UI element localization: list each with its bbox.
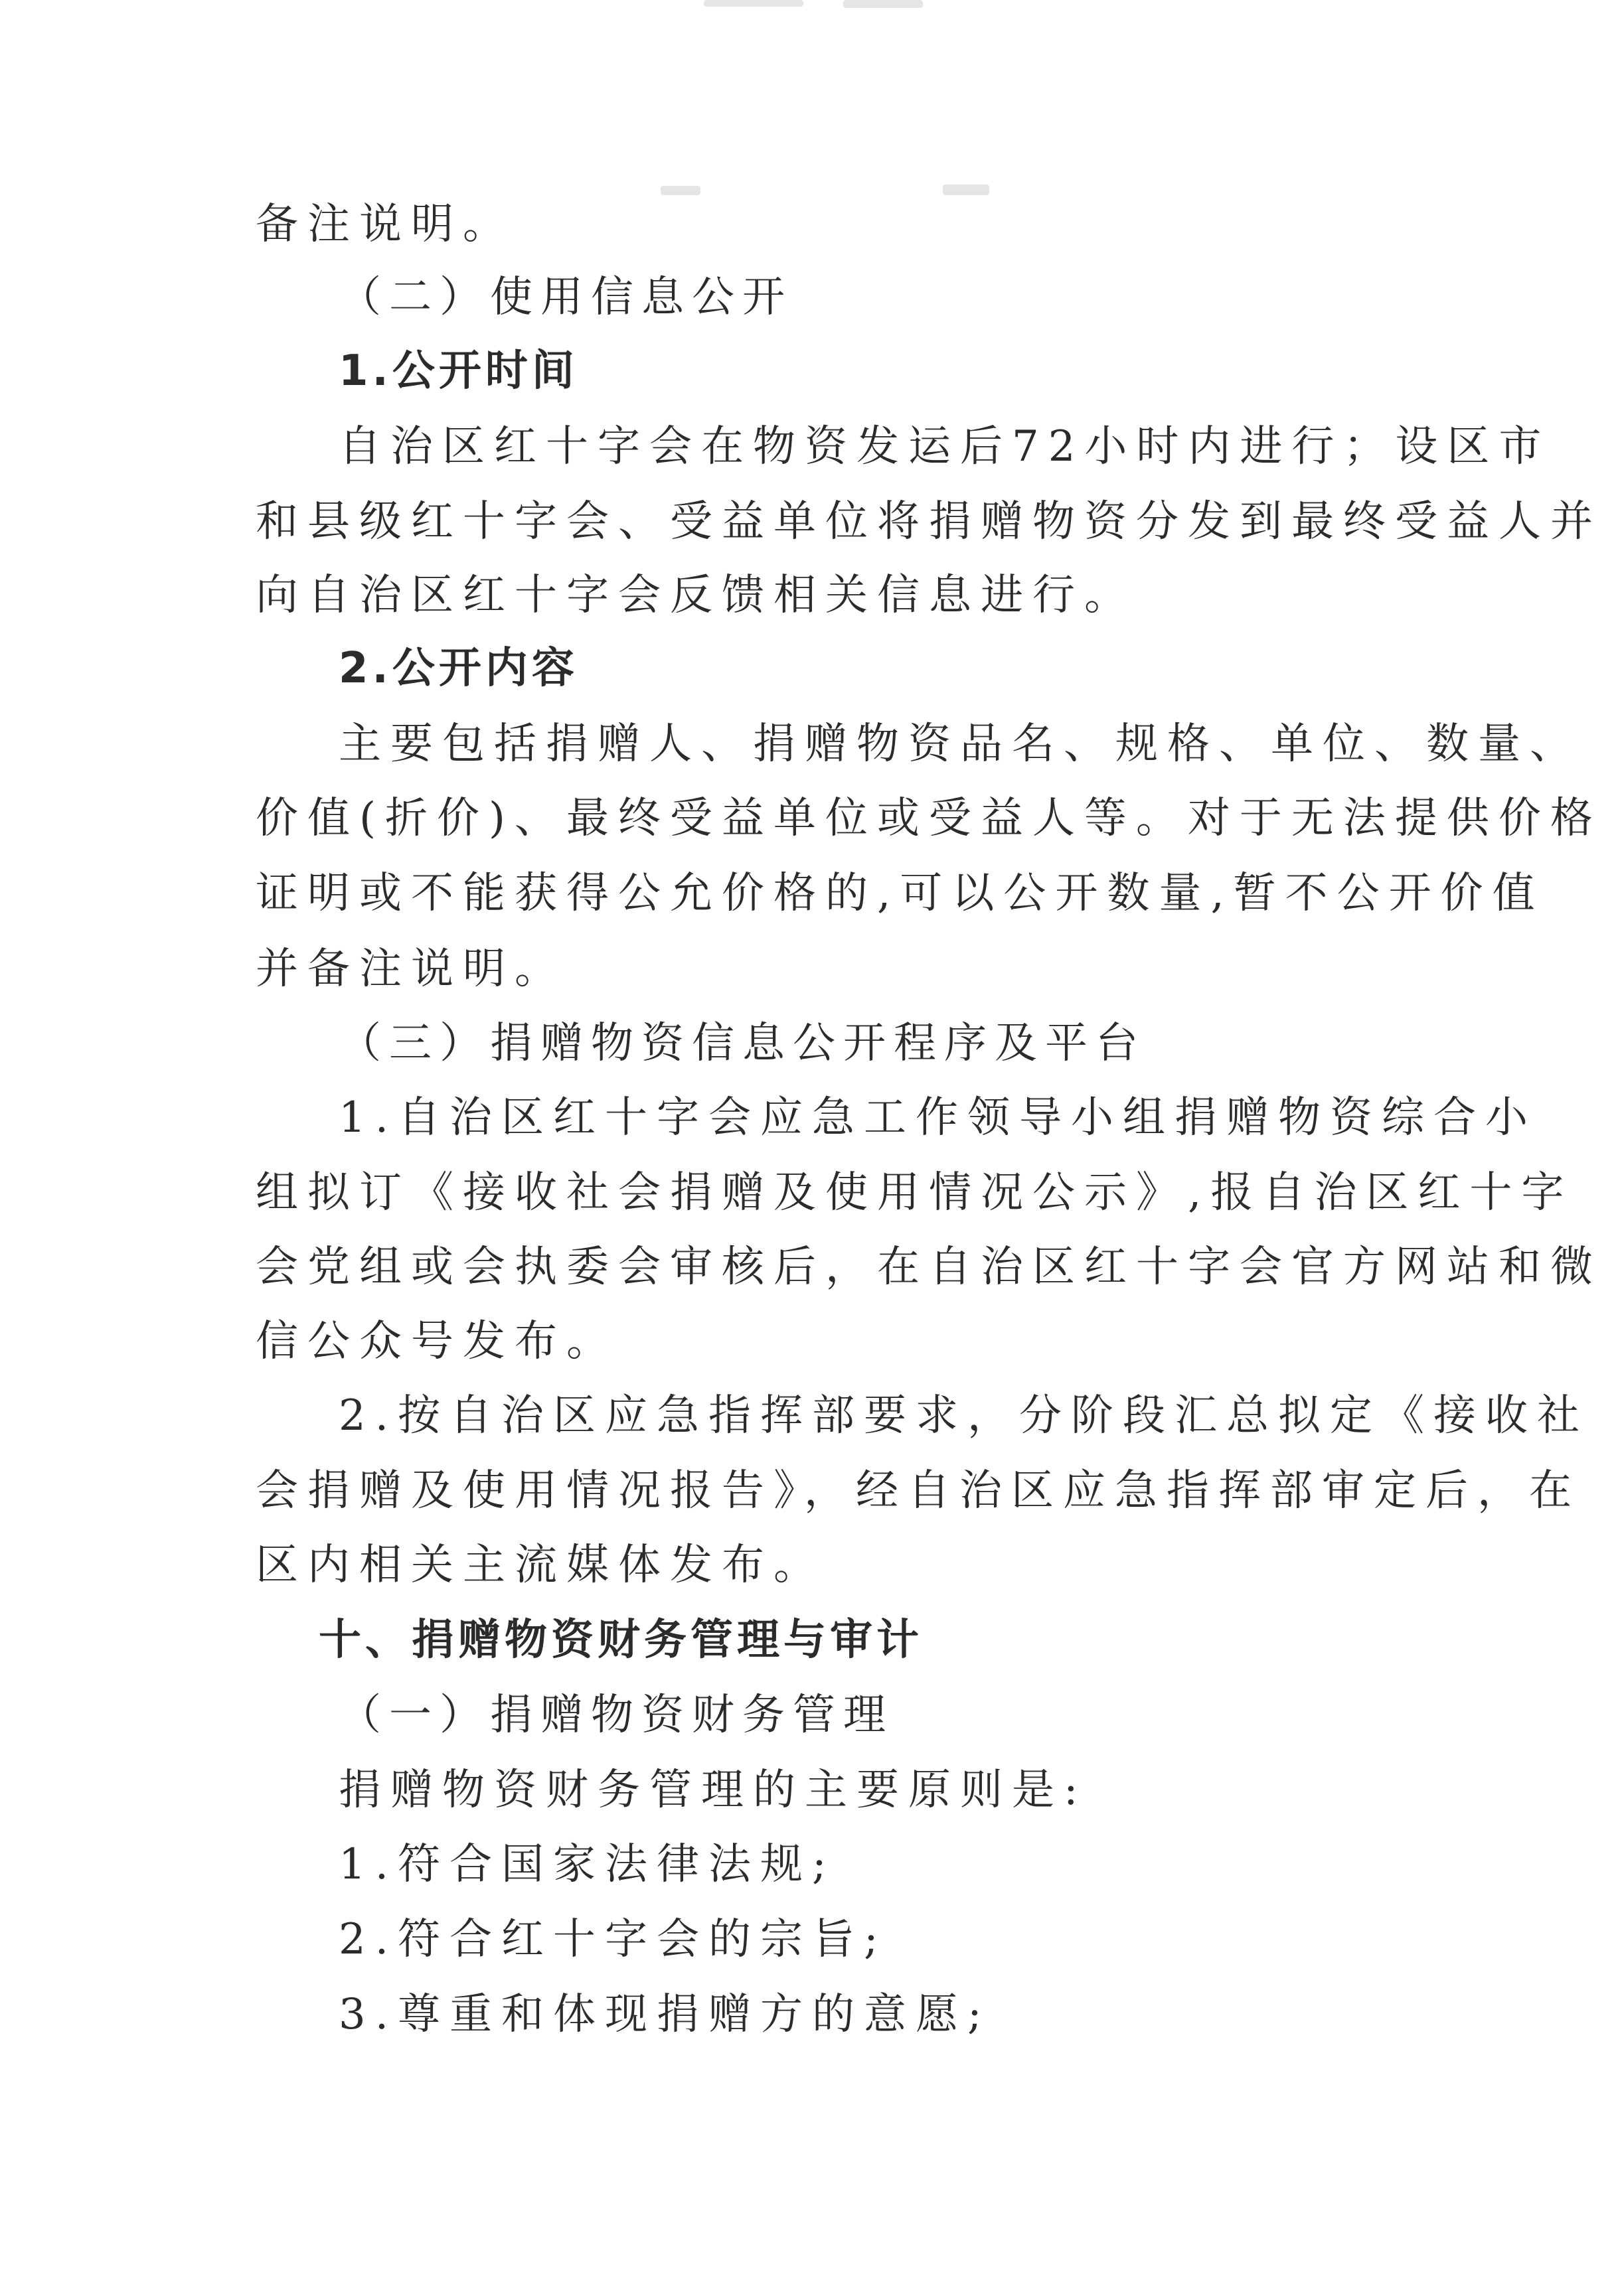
text-line-13: 1.自治区红十字会应急工作领导小组捐赠物资综合小 bbox=[339, 1093, 1538, 1142]
scan-smudge-top-left bbox=[704, 0, 803, 7]
list-item-3: 3.尊重和体现捐赠方的意愿; bbox=[339, 1990, 991, 2039]
scan-smudge-mid-right bbox=[943, 185, 989, 195]
text-line-10: 证明或不能获得公允价格的,可以公开数量,暂不公开价值 bbox=[256, 869, 1544, 918]
section-heading-financial-management: （一）捐赠物资财务管理 bbox=[339, 1691, 894, 1740]
chapter-heading-financial-audit: 十、捐赠物资财务管理与审计 bbox=[319, 1616, 923, 1665]
text-line-8: 主要包括捐赠人、捐赠物资品名、规格、单位、数量、 bbox=[339, 720, 1581, 769]
list-item-2: 2.符合红十字会的宗旨; bbox=[339, 1915, 888, 1964]
text-line-5: 和县级红十字会、受益单位将捐赠物资分发到最终受益人并 bbox=[256, 497, 1602, 546]
text-line-15: 会党组或会执委会审核后，在自治区红十字会官方网站和微 bbox=[256, 1243, 1602, 1292]
subheading-disclosure-content: 2.公开内容 bbox=[339, 644, 578, 693]
list-item-1: 1.符合国家法律法规; bbox=[339, 1840, 836, 1889]
subheading-disclosure-time: 1.公开时间 bbox=[339, 346, 578, 396]
text-line-9: 价值(折价)、最终受益单位或受益人等。对于无法提供价格 bbox=[256, 794, 1602, 843]
section-heading-usage-disclosure: （二）使用信息公开 bbox=[339, 273, 793, 322]
scan-smudge-mid-left bbox=[661, 186, 700, 195]
text-line-11: 并备注说明。 bbox=[256, 945, 566, 994]
text-line-22: 捐赠物资财务管理的主要原则是: bbox=[339, 1766, 1088, 1815]
text-line-18: 会捐赠及使用情况报告》，经自治区应急指挥部审定后，在 bbox=[256, 1466, 1581, 1515]
text-line-6: 向自治区红十字会反馈相关信息进行。 bbox=[256, 571, 1136, 620]
text-line-16: 信公众号发布。 bbox=[256, 1317, 618, 1366]
text-line-19: 区内相关主流媒体发布。 bbox=[256, 1541, 825, 1590]
section-heading-procedure-platform: （三）捐赠物资信息公开程序及平台 bbox=[339, 1019, 1146, 1068]
text-line-1: 备注说明。 bbox=[256, 200, 515, 249]
text-line-17: 2.按自治区应急指挥部要求，分阶段汇总拟定《接收社 bbox=[339, 1391, 1589, 1440]
text-line-4: 自治区红十字会在物资发运后72小时内进行；设区市 bbox=[339, 422, 1551, 471]
text-line-14: 组拟订《接收社会捐赠及使用情况公示》,报自治区红十字 bbox=[256, 1168, 1574, 1217]
scan-smudge-top-right bbox=[843, 0, 923, 8]
